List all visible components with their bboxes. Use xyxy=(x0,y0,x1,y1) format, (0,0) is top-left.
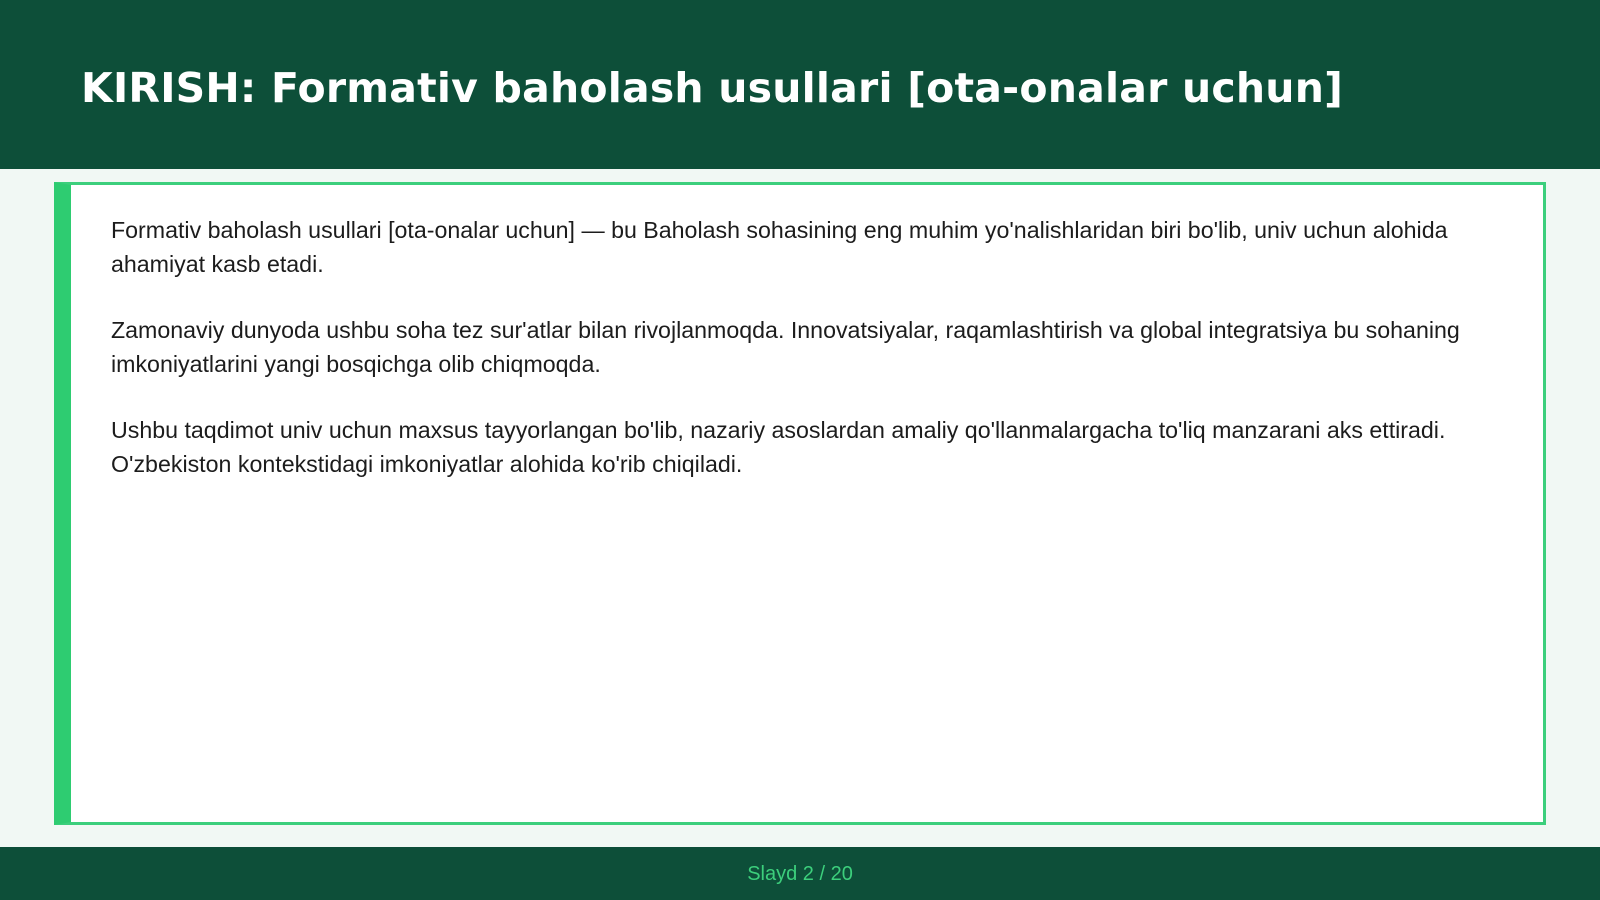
content-body xyxy=(111,213,1501,513)
paragraph-modern-world: Zamonaviy dunyoda ushbu soha tez sur'atlar bilan rivojlanmoqda. Innovatsiyalar, raqamlashtirish va global integratsiya bu sohaning imkoniyatlarini yangi bosqichga olib chiqmoqda. xyxy=(111,317,1460,377)
paragraph-presentation-scope: Ushbu taqdimot univ uchun maxsus tayyorlangan bo'lib, nazariy asoslardan amaliy qo'llanmalargacha to'liq manzarani aks ettiradi. O'zbekiston kontekstidagi imkoniyatlar alohida ko'rib chiqiladi. xyxy=(111,417,1446,477)
paragraph-introduction: Formativ baholash usullari [ota-onalar uchun] — bu Baholash sohasining eng muhim yo'nalishlaridan biri bo'lib, univ uchun alohida ahamiyat kasb etadi. xyxy=(111,217,1448,277)
slide-header xyxy=(0,0,1600,169)
slide-number: Slayd 2 / 20 xyxy=(747,863,853,885)
slide-footer xyxy=(0,847,1600,900)
slide-title: KIRISH: Formativ baholash usullari [ota-onalar uchun] xyxy=(81,64,1344,112)
